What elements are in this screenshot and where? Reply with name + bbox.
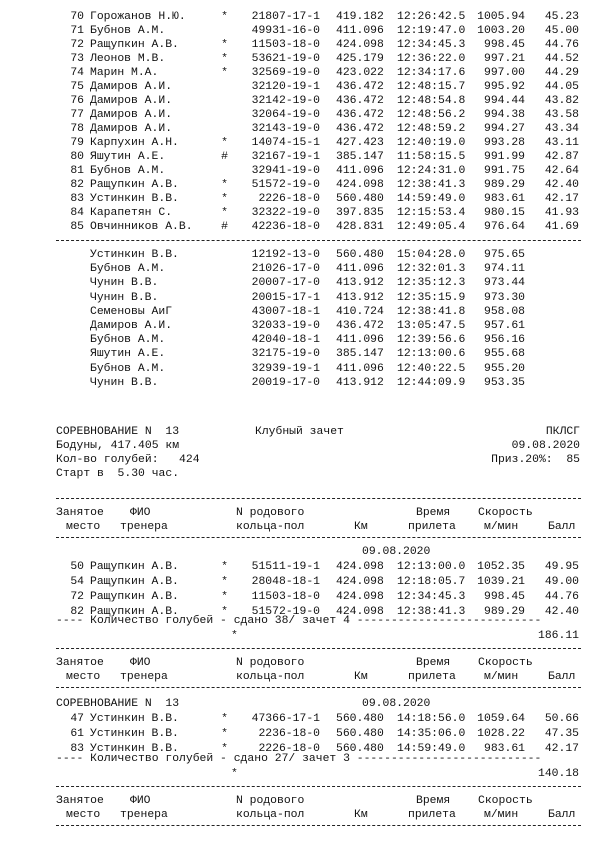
points-value: 45.23 bbox=[544, 11, 579, 23]
speed-value: 955.20 bbox=[483, 362, 525, 375]
ring-number: 32143-19-0 bbox=[251, 123, 320, 135]
arrival-time: 12:39:56.6 bbox=[397, 334, 466, 347]
ring-number: 32175-19-0 bbox=[251, 348, 320, 361]
header-time: прилета bbox=[408, 671, 456, 683]
distance-km: 424.098 bbox=[336, 179, 384, 191]
header-time: прилета bbox=[408, 809, 456, 821]
ring-number: 32939-19-1 bbox=[251, 362, 320, 375]
trainer-name: Леонов М.В. bbox=[90, 53, 166, 65]
arrival-time: 12:35:15.9 bbox=[397, 291, 466, 304]
dashed-separator bbox=[56, 498, 581, 499]
points-value: 42.17 bbox=[544, 743, 579, 755]
ring-number: 42040-18-1 bbox=[251, 334, 320, 347]
trainer-name: Чунин В.В. bbox=[90, 291, 159, 304]
trainer-name: Устинкин В.В. bbox=[90, 249, 179, 261]
trainer-name: Ращупкин А.В. bbox=[90, 39, 179, 51]
ring-number: 32064-19-0 bbox=[251, 109, 320, 121]
place-number: 83 bbox=[70, 743, 84, 755]
distance-km: 560.480 bbox=[336, 728, 384, 740]
header-ring: N родового bbox=[236, 795, 305, 807]
header-speed: Скорость bbox=[478, 657, 533, 669]
header-points: Балл bbox=[548, 671, 576, 683]
trainer-name: Устинкин В.В. bbox=[90, 728, 179, 740]
distance-km: 419.182 bbox=[336, 11, 384, 23]
speed-value: 997.21 bbox=[483, 53, 525, 65]
ring-number: 51511-19-1 bbox=[251, 561, 320, 573]
header-speed: м/мин bbox=[484, 671, 519, 683]
place-number: 83 bbox=[70, 193, 84, 205]
total-points: 186.11 bbox=[537, 630, 579, 642]
arrival-time: 12:18:05.7 bbox=[397, 576, 466, 588]
points-value: 45.00 bbox=[544, 25, 579, 37]
place-number: 71 bbox=[70, 25, 84, 37]
trainer-name: Марин М.А. bbox=[90, 67, 159, 79]
arrival-time: 14:35:06.0 bbox=[397, 728, 466, 740]
distance-km: 410.724 bbox=[336, 305, 384, 318]
points-value: 49.95 bbox=[544, 561, 579, 573]
speed-value: 991.99 bbox=[483, 151, 525, 163]
speed-value: 1039.21 bbox=[477, 576, 525, 588]
points-value: 44.76 bbox=[544, 39, 579, 51]
place-number: 50 bbox=[70, 561, 84, 573]
points-value: 49.00 bbox=[544, 576, 579, 588]
distance-km: 385.147 bbox=[336, 151, 384, 163]
points-value: 41.69 bbox=[544, 221, 579, 233]
trainer-mark: * bbox=[221, 713, 228, 725]
place-number: 78 bbox=[70, 123, 84, 135]
ring-number: 32033-19-0 bbox=[251, 320, 320, 332]
points-value: 42.87 bbox=[544, 151, 579, 163]
place-number: 77 bbox=[70, 109, 84, 121]
header-time: Время bbox=[416, 657, 451, 669]
trainer-name: Ращупкин А.В. bbox=[90, 576, 179, 588]
competition-date: 09.08.2020 bbox=[511, 440, 580, 452]
ring-number: 32167-19-1 bbox=[251, 151, 320, 163]
summary-text: ---- Количество голубей - сдано 38/ зачет 4 --------------------------- bbox=[56, 615, 542, 627]
distance-km: 411.096 bbox=[336, 25, 384, 37]
distance-km: 560.480 bbox=[336, 713, 384, 725]
distance-km: 423.022 bbox=[336, 67, 384, 79]
arrival-time: 12:24:31.0 bbox=[397, 165, 466, 177]
arrival-time: 12:13:00.6 bbox=[397, 348, 466, 361]
trainer-name: Бубнов А.М. bbox=[90, 25, 166, 37]
trainer-name: Ращупкин А.В. bbox=[90, 591, 179, 603]
speed-value: 983.61 bbox=[483, 743, 525, 755]
header-speed: м/мин bbox=[484, 809, 519, 821]
prize-count: Приз.20%: 85 bbox=[491, 454, 580, 466]
block-date: 09.08.2020 bbox=[362, 698, 431, 710]
distance-km: 411.096 bbox=[336, 334, 384, 347]
ring-number: 47366-17-1 bbox=[251, 713, 320, 725]
speed-value: 1059.64 bbox=[477, 713, 525, 725]
speed-value: 994.38 bbox=[483, 109, 525, 121]
ring-number: 20019-17-0 bbox=[251, 376, 320, 389]
distance-km: 424.098 bbox=[336, 39, 384, 51]
points-value: 47.35 bbox=[544, 728, 579, 740]
header-speed: Скорость bbox=[478, 507, 533, 519]
trainer-name: Бубнов А.М. bbox=[90, 334, 166, 347]
ring-number: 2236-18-0 bbox=[258, 728, 320, 740]
points-value: 43.82 bbox=[544, 95, 579, 107]
trainer-mark: * bbox=[221, 728, 228, 740]
summary-text: ---- Количество голубей - сдано 27/ зачет 3 --------------------------- bbox=[56, 753, 542, 765]
trainer-name: Дамиров А.И. bbox=[90, 95, 173, 107]
competition-title: СОРЕВНОВАНИЕ N 13 bbox=[56, 698, 180, 710]
distance-km: 413.912 bbox=[336, 277, 384, 290]
speed-value: 980.15 bbox=[483, 207, 525, 219]
arrival-time: 12:15:53.4 bbox=[397, 207, 466, 219]
place-number: 82 bbox=[70, 606, 84, 618]
place-number: 47 bbox=[70, 713, 84, 725]
place-number: 72 bbox=[70, 39, 84, 51]
header-trainer: тренера bbox=[120, 809, 168, 821]
header-ring: кольца-пол bbox=[236, 671, 305, 683]
speed-value: 953.35 bbox=[483, 376, 525, 389]
ring-number: 12192-13-0 bbox=[251, 249, 320, 261]
header-place: Занятое bbox=[56, 795, 104, 807]
trainer-mark: * bbox=[221, 39, 228, 51]
place-number: 61 bbox=[70, 728, 84, 740]
trainer-mark: # bbox=[221, 221, 228, 233]
header-km: Км bbox=[354, 521, 368, 533]
trainer-name: Ращупкин А.В. bbox=[90, 179, 179, 191]
points-value: 44.05 bbox=[544, 81, 579, 93]
trainer-mark: * bbox=[221, 606, 228, 618]
header-speed: м/мин bbox=[484, 521, 519, 533]
speed-value: 975.65 bbox=[483, 249, 525, 261]
trainer-name: Карпухин А.Н. bbox=[90, 137, 179, 149]
trainer-name: Дамиров А.И. bbox=[90, 123, 173, 135]
points-value: 43.11 bbox=[544, 137, 579, 149]
points-value: 43.58 bbox=[544, 109, 579, 121]
trainer-mark: * bbox=[221, 207, 228, 219]
header-points: Балл bbox=[548, 521, 576, 533]
dashed-separator bbox=[56, 537, 581, 538]
header-fio: ФИО bbox=[130, 795, 151, 807]
distance-km: 436.472 bbox=[336, 81, 384, 93]
trainer-mark: * bbox=[221, 11, 228, 23]
speed-value: 958.08 bbox=[483, 305, 525, 318]
arrival-time: 12:48:54.8 bbox=[397, 95, 466, 107]
place-number: 76 bbox=[70, 95, 84, 107]
place-number: 54 bbox=[70, 576, 84, 588]
dashed-separator bbox=[56, 648, 581, 649]
ring-number: 14074-15-1 bbox=[251, 137, 320, 149]
speed-value: 989.29 bbox=[483, 179, 525, 191]
trainer-mark: * bbox=[221, 67, 228, 79]
competition-type: Клубный зачет bbox=[255, 426, 344, 438]
speed-value: 989.29 bbox=[483, 606, 525, 618]
bird-count: Кол-во голубей: 424 bbox=[56, 454, 200, 466]
speed-value: 1052.35 bbox=[477, 561, 525, 573]
block-date: 09.08.2020 bbox=[362, 546, 431, 558]
speed-value: 998.45 bbox=[483, 591, 525, 603]
arrival-time: 12:38:41.8 bbox=[397, 305, 466, 318]
distance-km: 424.098 bbox=[336, 561, 384, 573]
arrival-time: 12:13:00.0 bbox=[397, 561, 466, 573]
trainer-mark: # bbox=[221, 151, 228, 163]
trainer-name: Чунин В.В. bbox=[90, 376, 159, 389]
distance-km: 436.472 bbox=[336, 123, 384, 135]
speed-value: 974.11 bbox=[483, 263, 525, 276]
distance-km: 411.096 bbox=[336, 362, 384, 375]
header-place: Занятое bbox=[56, 657, 104, 669]
place-number: 75 bbox=[70, 81, 84, 93]
header-km: Км bbox=[354, 809, 368, 821]
speed-value: 991.75 bbox=[483, 165, 525, 177]
arrival-time: 12:48:15.7 bbox=[397, 81, 466, 93]
distance-km: 560.480 bbox=[336, 249, 384, 261]
place-number: 72 bbox=[70, 591, 84, 603]
speed-value: 998.45 bbox=[483, 39, 525, 51]
header-trainer: тренера bbox=[120, 671, 168, 683]
trainer-mark: * bbox=[221, 137, 228, 149]
trainer-mark: * bbox=[221, 743, 228, 755]
header-speed: Скорость bbox=[478, 795, 533, 807]
distance-km: 411.096 bbox=[336, 263, 384, 276]
ring-number: 2226-18-0 bbox=[258, 743, 320, 755]
trainer-name: Овчинников А.В. bbox=[90, 221, 193, 233]
ring-number: 32569-19-0 bbox=[251, 67, 320, 79]
trainer-name: Яшутин А.Е. bbox=[90, 348, 166, 361]
arrival-time: 12:49:05.4 bbox=[397, 221, 466, 233]
trainer-mark: * bbox=[221, 179, 228, 191]
trainer-name: Карапетян С. bbox=[90, 207, 173, 219]
place-number: 85 bbox=[70, 221, 84, 233]
dashed-separator bbox=[56, 240, 581, 241]
speed-value: 973.30 bbox=[483, 291, 525, 304]
distance-km: 427.423 bbox=[336, 137, 384, 149]
ring-number: 11503-18-0 bbox=[251, 591, 320, 603]
trainer-mark: * bbox=[221, 561, 228, 573]
speed-value: 957.61 bbox=[483, 320, 525, 332]
place-number: 74 bbox=[70, 67, 84, 79]
header-fio: ФИО bbox=[130, 507, 151, 519]
speed-value: 976.64 bbox=[483, 221, 525, 233]
arrival-time: 12:19:47.0 bbox=[397, 25, 466, 37]
ring-number: 21026-17-0 bbox=[251, 263, 320, 276]
competition-title: СОРЕВНОВАНИЕ N 13 bbox=[56, 426, 180, 438]
dashed-separator bbox=[56, 786, 581, 787]
place-number: 80 bbox=[70, 151, 84, 163]
distance-km: 397.835 bbox=[336, 207, 384, 219]
trainer-mark: * bbox=[221, 53, 228, 65]
arrival-time: 12:26:42.5 bbox=[397, 11, 466, 23]
trainer-name: Устинкин В.В. bbox=[90, 743, 179, 755]
arrival-time: 12:38:41.3 bbox=[397, 179, 466, 191]
points-value: 42.17 bbox=[544, 193, 579, 205]
header-ring: N родового bbox=[236, 657, 305, 669]
speed-value: 956.16 bbox=[483, 334, 525, 347]
trainer-mark: * bbox=[221, 591, 228, 603]
speed-value: 994.27 bbox=[483, 123, 525, 135]
points-value: 42.40 bbox=[544, 606, 579, 618]
speed-value: 995.92 bbox=[483, 81, 525, 93]
release-place: Бодуны, 417.405 км bbox=[56, 440, 180, 452]
speed-value: 1028.22 bbox=[477, 728, 525, 740]
speed-value: 1003.20 bbox=[477, 25, 525, 37]
ring-number: 32941-19-0 bbox=[251, 165, 320, 177]
distance-km: 425.179 bbox=[336, 53, 384, 65]
club-name: ПКЛСГ bbox=[545, 426, 580, 438]
place-number: 79 bbox=[70, 137, 84, 149]
arrival-time: 12:38:41.3 bbox=[397, 606, 466, 618]
arrival-time: 12:44:09.9 bbox=[397, 376, 466, 389]
total-mark: * bbox=[231, 630, 238, 642]
ring-number: 51572-19-0 bbox=[251, 179, 320, 191]
arrival-time: 12:34:17.6 bbox=[397, 67, 466, 79]
arrival-time: 12:40:22.5 bbox=[397, 362, 466, 375]
trainer-mark: * bbox=[221, 193, 228, 205]
header-place: место bbox=[66, 671, 101, 683]
ring-number: 53621-19-0 bbox=[251, 53, 320, 65]
speed-value: 993.28 bbox=[483, 137, 525, 149]
distance-km: 411.096 bbox=[336, 165, 384, 177]
speed-value: 994.44 bbox=[483, 95, 525, 107]
header-ring: N родового bbox=[236, 507, 305, 519]
ring-number: 21807-17-1 bbox=[251, 11, 320, 23]
distance-km: 436.472 bbox=[336, 109, 384, 121]
header-trainer: тренера bbox=[120, 521, 168, 533]
ring-number: 28048-18-1 bbox=[251, 576, 320, 588]
ring-number: 32322-19-0 bbox=[251, 207, 320, 219]
header-time: прилета bbox=[408, 521, 456, 533]
points-value: 44.52 bbox=[544, 53, 579, 65]
header-place: Занятое bbox=[56, 507, 104, 519]
speed-value: 973.44 bbox=[483, 277, 525, 290]
points-value: 42.40 bbox=[544, 179, 579, 191]
arrival-time: 14:59:49.0 bbox=[397, 743, 466, 755]
place-number: 70 bbox=[70, 11, 84, 23]
distance-km: 413.912 bbox=[336, 376, 384, 389]
trainer-name: Ращупкин А.В. bbox=[90, 606, 179, 618]
speed-value: 955.68 bbox=[483, 348, 525, 361]
trainer-name: Чунин В.В. bbox=[90, 277, 159, 290]
points-value: 43.34 bbox=[544, 123, 579, 135]
distance-km: 436.472 bbox=[336, 320, 384, 332]
distance-km: 424.098 bbox=[336, 606, 384, 618]
header-place: место bbox=[66, 521, 101, 533]
ring-number: 43007-18-1 bbox=[251, 305, 320, 318]
trainer-name: Бубнов А.М. bbox=[90, 263, 166, 276]
distance-km: 413.912 bbox=[336, 291, 384, 304]
place-number: 84 bbox=[70, 207, 84, 219]
points-value: 41.93 bbox=[544, 207, 579, 219]
trainer-name: Устинкин В.В. bbox=[90, 193, 179, 205]
arrival-time: 12:34:45.3 bbox=[397, 39, 466, 51]
header-ring: кольца-пол bbox=[236, 809, 305, 821]
header-time: Время bbox=[416, 507, 451, 519]
trainer-name: Устинкин В.В. bbox=[90, 713, 179, 725]
arrival-time: 13:05:47.5 bbox=[397, 320, 466, 332]
header-time: Время bbox=[416, 795, 451, 807]
arrival-time: 12:36:22.0 bbox=[397, 53, 466, 65]
ring-number: 49931-16-0 bbox=[251, 25, 320, 37]
points-value: 44.29 bbox=[544, 67, 579, 79]
points-value: 42.64 bbox=[544, 165, 579, 177]
ring-number: 2226-18-0 bbox=[258, 193, 320, 205]
place-number: 81 bbox=[70, 165, 84, 177]
distance-km: 560.480 bbox=[336, 193, 384, 205]
distance-km: 424.098 bbox=[336, 576, 384, 588]
dashed-separator bbox=[56, 687, 581, 688]
distance-km: 385.147 bbox=[336, 348, 384, 361]
header-ring: кольца-пол bbox=[236, 521, 305, 533]
arrival-time: 14:59:49.0 bbox=[397, 193, 466, 205]
points-value: 44.76 bbox=[544, 591, 579, 603]
trainer-name: Дамиров А.И. bbox=[90, 109, 173, 121]
trainer-name: Ращупкин А.В. bbox=[90, 561, 179, 573]
speed-value: 1005.94 bbox=[477, 11, 525, 23]
trainer-mark: * bbox=[221, 576, 228, 588]
trainer-name: Бубнов А.М. bbox=[90, 362, 166, 375]
speed-value: 997.00 bbox=[483, 67, 525, 79]
arrival-time: 14:18:56.0 bbox=[397, 713, 466, 725]
arrival-time: 12:34:45.3 bbox=[397, 591, 466, 603]
header-fio: ФИО bbox=[130, 657, 151, 669]
ring-number: 42236-18-0 bbox=[251, 221, 320, 233]
header-place: место bbox=[66, 809, 101, 821]
place-number: 82 bbox=[70, 179, 84, 191]
dashed-separator bbox=[56, 825, 581, 826]
place-number: 73 bbox=[70, 53, 84, 65]
header-points: Балл bbox=[548, 809, 576, 821]
trainer-name: Бубнов А.М. bbox=[90, 165, 166, 177]
ring-number: 20015-17-1 bbox=[251, 291, 320, 304]
ring-number: 11503-18-0 bbox=[251, 39, 320, 51]
distance-km: 428.831 bbox=[336, 221, 384, 233]
header-km: Км bbox=[354, 671, 368, 683]
trainer-name: Семеновы АиГ bbox=[90, 305, 173, 318]
total-mark: * bbox=[231, 768, 238, 780]
arrival-time: 12:35:12.3 bbox=[397, 277, 466, 290]
arrival-time: 15:04:28.0 bbox=[397, 249, 466, 261]
trainer-name: Яшутин А.Е. bbox=[90, 151, 166, 163]
arrival-time: 12:32:01.3 bbox=[397, 263, 466, 276]
distance-km: 436.472 bbox=[336, 95, 384, 107]
arrival-time: 12:48:59.2 bbox=[397, 123, 466, 135]
arrival-time: 11:58:15.5 bbox=[397, 151, 466, 163]
trainer-name: Дамиров А.И. bbox=[90, 320, 173, 332]
trainer-name: Дамиров А.И. bbox=[90, 81, 173, 93]
ring-number: 32120-19-1 bbox=[251, 81, 320, 93]
arrival-time: 12:40:19.0 bbox=[397, 137, 466, 149]
ring-number: 51572-19-0 bbox=[251, 606, 320, 618]
total-points: 140.18 bbox=[537, 768, 579, 780]
points-value: 50.66 bbox=[544, 713, 579, 725]
start-time: Старт в 5.30 час. bbox=[56, 468, 180, 480]
ring-number: 20007-17-0 bbox=[251, 277, 320, 290]
arrival-time: 12:48:56.2 bbox=[397, 109, 466, 121]
distance-km: 424.098 bbox=[336, 591, 384, 603]
trainer-name: Горожанов Н.Ю. bbox=[90, 11, 186, 23]
ring-number: 32142-19-0 bbox=[251, 95, 320, 107]
distance-km: 560.480 bbox=[336, 743, 384, 755]
speed-value: 983.61 bbox=[483, 193, 525, 205]
